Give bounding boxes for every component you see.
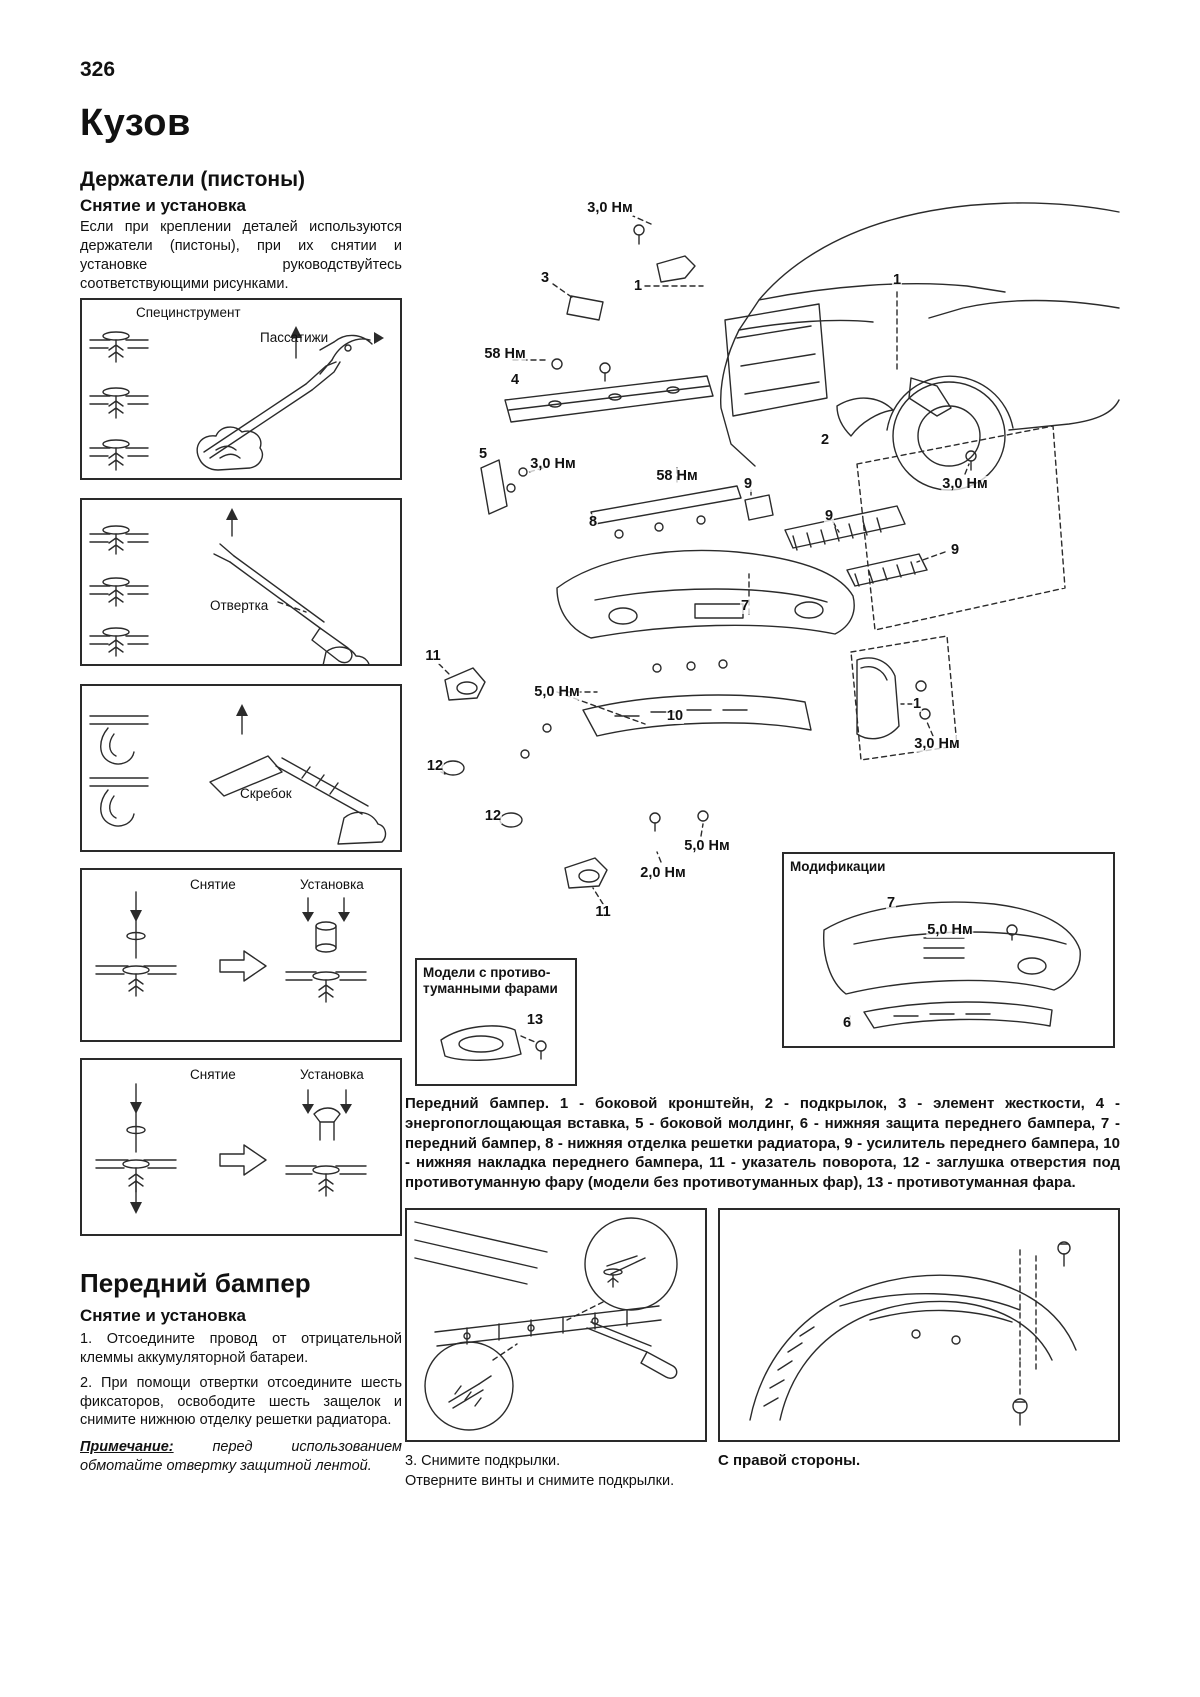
diagram-annotation: 3,0 Нм	[530, 456, 576, 472]
exploded-diagram	[405, 168, 1120, 1088]
scraper-label: Скребок	[240, 786, 292, 801]
figure-special-tool	[80, 298, 402, 480]
diagram-annotation: 8	[588, 514, 598, 530]
front-bumper-subheading: Снятие и установка	[80, 1306, 246, 1325]
removal-label: Снятие	[190, 877, 236, 892]
note-text: перед использованием обмотайте отвертку защитной лентой.	[80, 1439, 402, 1475]
modifications-label: Модификации	[790, 859, 886, 874]
liner-caption-line2: Отверните винты и снимите подкрылки.	[405, 1472, 675, 1489]
diagram-annotation: 5,0 Нм	[684, 838, 730, 854]
holders-heading: Держатели (пистоны)	[80, 168, 306, 191]
page-number: 326	[80, 58, 116, 81]
diagram-annotation: 7	[740, 598, 750, 614]
diagram-annotation: 11	[425, 648, 441, 664]
fog-lamp-sketch	[417, 998, 575, 1084]
removal-label: Снятие	[190, 1067, 236, 1082]
diagram-annotation: 3,0 Нм	[914, 736, 960, 752]
screwdriver-label: Отвертка	[210, 598, 269, 613]
figure-grille-trim	[405, 1208, 707, 1442]
figure-remove-install-2	[80, 1058, 402, 1236]
step-2: 2. При помощи отвертки отсоедините шесть фиксаторов, освободите шесть защелок и снимите нижнюю отделку решетки радиатора.	[80, 1374, 402, 1429]
diagram-annotation: 2,0 Нм	[640, 865, 686, 881]
screwdriver-sketch	[82, 500, 400, 664]
fog-models-box	[415, 958, 577, 1086]
front-bumper-heading: Передний бампер	[80, 1268, 311, 1298]
liner-caption-line1: 3. Снимите подкрылки.	[405, 1453, 561, 1469]
diagram-annotation: 7	[886, 895, 896, 911]
diagram-annotation: 58 Нм	[484, 346, 526, 362]
diagram-annotation: 12	[426, 758, 444, 774]
installation-label: Установка	[300, 1067, 364, 1082]
diagram-annotation: 3	[540, 270, 550, 286]
diagram-annotation: 3,0 Нм	[942, 476, 988, 492]
step-1: 1. Отсоедините провод от отрицательной клеммы аккумуляторной батареи.	[80, 1331, 402, 1366]
diagram-annotation: 5,0 Нм	[927, 922, 973, 938]
diagram-annotation: 1	[892, 272, 902, 288]
diagram-annotation: 11	[595, 904, 611, 920]
diagram-annotation: 9	[743, 476, 753, 492]
grille-trim-sketch	[407, 1210, 705, 1440]
diagram-annotation: 5,0 Нм	[534, 684, 580, 700]
diagram-annotation: 13	[526, 1012, 544, 1028]
diagram-annotation: 4	[510, 372, 520, 388]
liner-caption	[405, 1452, 707, 1491]
holders-intro: Если при креплении деталей используются держатели (пистоны), при их снятии и установке руководствуйтесь соответствующими рисунками.	[80, 219, 402, 292]
diagram-annotation: 1	[633, 278, 643, 294]
diagram-annotation: 3,0 Нм	[587, 200, 633, 216]
note-label: Примечание:	[80, 1439, 174, 1456]
diagram-annotation: 6	[842, 1015, 852, 1031]
diagram-annotation: 9	[950, 542, 960, 558]
scraper-sketch	[82, 686, 400, 850]
diagram-annotation: 1	[912, 696, 922, 712]
holders-subheading: Снятие и установка	[80, 196, 246, 215]
diagram-annotation: 9	[824, 508, 834, 524]
diagram-annotation: 12	[484, 808, 502, 824]
figure-fender-liner	[718, 1208, 1120, 1442]
figure-scraper	[80, 684, 402, 852]
diagram-annotation: 2	[820, 432, 830, 448]
modifications-box	[782, 852, 1115, 1048]
diagram-annotation: 58 Нм	[656, 468, 698, 484]
special-tool-label: Специнструмент	[136, 305, 241, 320]
remove-install-sketch-2	[82, 1060, 400, 1234]
fog-models-label: Модели с противотуманными фарами	[423, 965, 558, 997]
right-figure-caption: С правой стороны.	[718, 1452, 861, 1469]
figure-screwdriver	[80, 498, 402, 666]
fender-liner-sketch	[720, 1210, 1118, 1440]
diagram-annotation: 10	[666, 708, 684, 724]
page-title: Кузов	[80, 102, 191, 144]
special-tool-sketch	[82, 300, 400, 478]
front-bumper-steps	[80, 1330, 402, 1476]
figure-remove-install-1	[80, 868, 402, 1042]
installation-label: Установка	[300, 877, 364, 892]
diagram-caption: Передний бампер. 1 - боковой кронштейн, 2 - подкрылок, 3 - элемент жесткости, 4 - энергопоглощающая вставка, 5 - боковой молдинг, 6 - нижняя защита переднего бампера, 7 - передний бампер, 8 - нижняя отделка решетки радиатора, 9 - усилитель переднего бампера, 10 - нижняя накладка переднего бампера, 11 - указатель поворота, 12 - заглушка отверстия под противотуманную фару (модели без противотуманных фар), 13 - противотуманная фара.	[405, 1095, 1120, 1192]
modified-bumper-sketch	[784, 878, 1113, 1046]
pliers-label: Пассатижи	[260, 330, 329, 345]
diagram-annotation: 5	[478, 446, 488, 462]
note	[80, 1438, 402, 1476]
remove-install-sketch-1	[82, 870, 400, 1040]
